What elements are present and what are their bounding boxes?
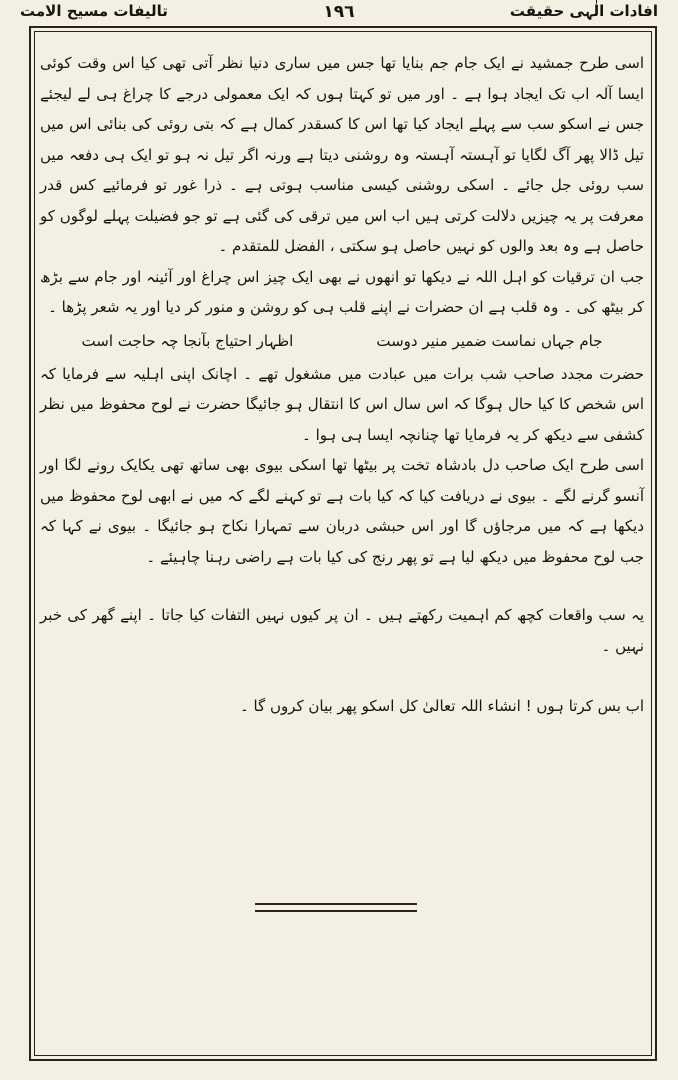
- end-divider-top: [255, 903, 417, 905]
- page-header: [12, 0, 666, 24]
- paragraph-5: یہ سب واقعات کچھ کم اہمیت رکھتے ہیں ۔ ان پر کیوں نہیں التفات کیا جاتا ۔ اپنے گھر کی خبر نہیں ۔: [40, 606, 644, 655]
- closing-line: اب بس کرتا ہوں ! انشاء اللہ تعالیٰ کل اسکو پھر بیان کروں گا ۔: [239, 697, 644, 715]
- paragraph-2: جب ان ترقیات کو اہل اللہ نے دیکھا تو انھوں نے بھی ایک چیز اس چراغ اور آئینہ اور جام سے بڑھ کر بیٹھ کی ۔ وہ قلب ہے ان حضرات نے اپنے قلب ہی کو روشن و منور کر دیا اور یہ شعر پڑھا ۔: [40, 267, 644, 316]
- header-title-left: تالیفات مسیح الامت: [20, 2, 168, 20]
- persian-verse: [40, 327, 644, 355]
- verse-second-hemistich: اظہار احتیاج بآنجا چہ حاجت است: [81, 331, 294, 350]
- verse-first-hemistich: جام جہاں نماست ضمیر منیر دوست: [376, 331, 603, 350]
- header-title-right: افادات الٰہی حقیقت: [509, 2, 658, 20]
- paragraph-4: اسی طرح ایک صاحب دل بادشاہ تخت پر بیٹھا تھا اسکی بیوی بھی ساتھ تھی یکایک رونے لگا اور آنسو گرنے لگے ۔ بیوی نے دریافت کیا کہ کیا بات ہے تو کہنے لگے کہ میں نے ابھی لوح محفوظ میں دیکھا ہے کہ میں مرجاؤں گا اور اس حبشی دربان سے تمہارا نکاح ہو جائیگا ۔ بیوی نے کہا کہ جب لوح محفوظ میں دیکھ لیا ہے تو پھر رنج کی کیا بات ہے راضی رہنا چاہیئے ۔: [40, 456, 644, 566]
- page-body: [40, 48, 644, 722]
- end-divider-bottom: [255, 910, 417, 912]
- paragraph-1: اسی طرح جمشید نے ایک جام جم بنایا تھا جس میں ساری دنیا نظر آتی تھی کیا اس وقت کوئی ایسا آلہ اب تک ایجاد ہوا ہے ۔ اور میں تو کہتا ہوں کہ ایک معمولی درجے کا چراغ ہی لے لیجئے جس نے اسکو سب سے پہلے ایجاد کیا تھا اس کا کسقدر کمال ہے کہ بتی روئی کی بنائی اس میں تیل ڈالا پھر آگ لگایا تو آہستہ آہستہ وہ روشنی دیتا ہے ورنہ اگر تیل نہ ہو تو ایک ہی دفعہ میں سب روئی جل جائے ۔ اسکی روشنی کیسی مناسب ہوتی ہے ۔ ذرا غور تو فرمائیے کس قدر معرفت پر یہ چیزیں دلالت کرتی ہیں اب اس میں ترقی کی گئی ہے تو جو فضیلت پہلے لوگوں کو حاصل ہے وہ بعد والوں کو نہیں حاصل ہو سکتی ، الفضل للمتقدم ۔: [40, 54, 644, 255]
- page-number: ١٩٦: [323, 2, 355, 22]
- paragraph-3: حضرت مجدد صاحب شب برات میں عبادت میں مشغول تھے ۔ اچانک اپنی اہلیہ سے فرمایا کہ اس شخص کا کیا حال ہوگا کہ اس سال اس کا انتقال ہو جائیگا حضرت نے لوح محفوظ میں نظر کشفی سے دیکھ کر یہ فرمایا تھا چنانچہ ایسا ہی ہوا ۔: [40, 364, 644, 444]
